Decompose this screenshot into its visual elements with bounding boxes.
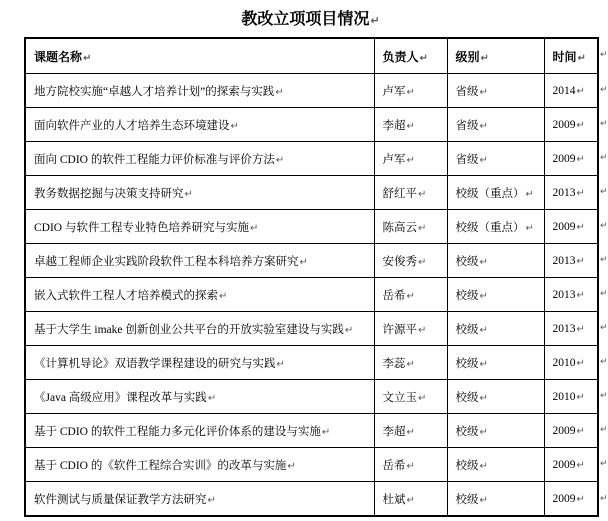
paragraph-mark-icon: ↵ bbox=[406, 120, 415, 132]
table-row bbox=[25, 414, 598, 448]
table-row bbox=[25, 448, 598, 482]
paragraph-mark-icon: ↵ bbox=[406, 460, 415, 472]
year-text: 2009 bbox=[552, 458, 576, 471]
level-text: 校级 bbox=[455, 425, 479, 438]
person-text: 许源平 bbox=[382, 323, 417, 336]
end-of-row-mark-icon: ↵ bbox=[600, 323, 608, 333]
year-text: 2013 bbox=[552, 288, 576, 301]
cell-person[interactable] bbox=[374, 210, 447, 244]
year-text: 2009 bbox=[552, 424, 576, 437]
table-row bbox=[25, 210, 598, 244]
cell-year[interactable] bbox=[544, 482, 598, 517]
paragraph-mark-icon: ↵ bbox=[576, 119, 585, 131]
paragraph-mark-icon: ↵ bbox=[344, 324, 354, 336]
paragraph-mark-icon: ↵ bbox=[418, 256, 427, 268]
cell-year[interactable] bbox=[544, 346, 598, 380]
level-text: 校级（重点） bbox=[455, 187, 525, 200]
table-body bbox=[25, 74, 598, 517]
cell-year[interactable] bbox=[544, 142, 598, 176]
cell-level[interactable] bbox=[447, 142, 544, 176]
paragraph-mark-icon: ↵ bbox=[83, 52, 92, 64]
cell-level[interactable] bbox=[447, 380, 544, 414]
cell-person[interactable] bbox=[374, 380, 447, 414]
person-text: 李超 bbox=[382, 425, 406, 438]
person-text: 安俊秀 bbox=[382, 255, 417, 268]
table-row bbox=[25, 142, 598, 176]
paragraph-mark-icon: ↵ bbox=[406, 494, 415, 506]
project-name-text: 面向 CDIO 的软件工程能力评价标准与评价方法 bbox=[34, 153, 275, 166]
cell-level[interactable] bbox=[447, 210, 544, 244]
year-text: 2010 bbox=[552, 356, 576, 369]
project-name-text: 教务数据挖掘与决策支持研究 bbox=[34, 187, 184, 200]
level-text: 校级 bbox=[455, 493, 479, 506]
paragraph-mark-icon: ↵ bbox=[576, 289, 585, 301]
table-row bbox=[25, 380, 598, 414]
paragraph-mark-icon: ↵ bbox=[576, 391, 585, 403]
person-text: 文立玉 bbox=[382, 391, 417, 404]
paragraph-mark-icon: ↵ bbox=[479, 86, 488, 98]
project-name-text: 卓越工程师企业实践阶段软件工程本科培养方案研究 bbox=[34, 255, 299, 268]
paragraph-mark-icon: ↵ bbox=[576, 459, 585, 471]
project-name-text: 基于大学生 imake 创新创业公共平台的开放实验室建设与实践 bbox=[34, 323, 344, 336]
cell-year[interactable] bbox=[544, 414, 598, 448]
level-text: 校级 bbox=[455, 357, 479, 370]
level-text: 省级 bbox=[455, 153, 479, 166]
end-of-row-mark-icon: ↵ bbox=[600, 50, 608, 60]
year-text: 2014 bbox=[552, 84, 576, 97]
end-of-row-mark-icon: ↵ bbox=[600, 221, 608, 231]
paragraph-mark-icon: ↵ bbox=[576, 85, 585, 97]
person-text: 卢军 bbox=[382, 85, 406, 98]
end-of-row-mark-icon: ↵ bbox=[600, 187, 608, 197]
cell-level[interactable] bbox=[447, 176, 544, 210]
year-text: 2009 bbox=[552, 492, 576, 505]
cell-level[interactable] bbox=[447, 244, 544, 278]
table-row bbox=[25, 312, 598, 346]
column-header-person[interactable] bbox=[374, 38, 447, 74]
paragraph-mark-icon: ↵ bbox=[479, 154, 488, 166]
cell-person[interactable] bbox=[374, 176, 447, 210]
cell-level[interactable] bbox=[447, 108, 544, 142]
cell-project-name[interactable] bbox=[25, 482, 374, 517]
cell-level[interactable] bbox=[447, 482, 544, 517]
paragraph-mark-icon: ↵ bbox=[525, 188, 534, 200]
paragraph-mark-icon: ↵ bbox=[406, 154, 415, 166]
header-label: 课题名称 bbox=[34, 49, 83, 64]
project-name-text: 基于 CDIO 的软件工程能力多元化评价体系的建设与实施 bbox=[34, 425, 321, 438]
paragraph-mark-icon: ↵ bbox=[207, 392, 217, 404]
year-text: 2010 bbox=[552, 390, 576, 403]
person-text: 卢军 bbox=[382, 153, 406, 166]
cell-year[interactable] bbox=[544, 74, 598, 108]
cell-year[interactable] bbox=[544, 210, 598, 244]
cell-year[interactable] bbox=[544, 312, 598, 346]
year-text: 2013 bbox=[552, 186, 576, 199]
cell-person[interactable] bbox=[374, 482, 447, 517]
end-of-row-mark-icon: ↵ bbox=[600, 85, 608, 95]
cell-year[interactable] bbox=[544, 380, 598, 414]
paragraph-mark-icon: ↵ bbox=[184, 188, 193, 200]
paragraph-mark-icon: ↵ bbox=[370, 14, 380, 27]
column-header-project-name[interactable] bbox=[25, 38, 374, 74]
paragraph-mark-icon: ↵ bbox=[576, 357, 585, 369]
cell-project-name[interactable] bbox=[25, 108, 374, 142]
end-of-row-mark-icon: ↵ bbox=[600, 153, 608, 163]
project-name-text: CDIO 与软件工程专业特色培养研究与实施 bbox=[34, 221, 249, 234]
cell-project-name[interactable] bbox=[25, 244, 374, 278]
cell-person[interactable] bbox=[374, 142, 447, 176]
project-name-text: 《计算机导论》双语教学课程建设的研究与实践 bbox=[34, 357, 276, 370]
level-text: 校级（重点） bbox=[455, 221, 525, 234]
end-of-row-mark-icon: ↵ bbox=[600, 289, 608, 299]
project-name-text: 软件测试与质量保证教学方法研究 bbox=[34, 493, 207, 506]
paragraph-mark-icon: ↵ bbox=[321, 426, 331, 438]
paragraph-mark-icon: ↵ bbox=[418, 324, 427, 336]
level-text: 省级 bbox=[455, 85, 479, 98]
paragraph-mark-icon: ↵ bbox=[419, 52, 428, 64]
cell-person[interactable] bbox=[374, 346, 447, 380]
cell-person[interactable] bbox=[374, 74, 447, 108]
table-row bbox=[25, 346, 598, 380]
cell-project-name[interactable] bbox=[25, 278, 374, 312]
cell-person[interactable] bbox=[374, 108, 447, 142]
paragraph-mark-icon: ↵ bbox=[479, 494, 488, 506]
paragraph-mark-icon: ↵ bbox=[249, 222, 259, 234]
paragraph-mark-icon: ↵ bbox=[287, 460, 296, 472]
table-header-row bbox=[25, 38, 598, 74]
cell-year[interactable] bbox=[544, 176, 598, 210]
column-header-time[interactable] bbox=[544, 38, 598, 74]
paragraph-mark-icon: ↵ bbox=[577, 52, 586, 64]
year-text: 2009 bbox=[552, 152, 576, 165]
cell-person[interactable] bbox=[374, 244, 447, 278]
paragraph-mark-icon: ↵ bbox=[479, 358, 488, 370]
paragraph-mark-icon: ↵ bbox=[275, 86, 284, 98]
level-text: 校级 bbox=[455, 289, 479, 302]
level-text: 校级 bbox=[455, 459, 479, 472]
paragraph-mark-icon: ↵ bbox=[406, 426, 415, 438]
project-name-text: 面向软件产业的人才培养生态环境建设 bbox=[34, 119, 230, 132]
paragraph-mark-icon: ↵ bbox=[276, 358, 285, 370]
person-text: 陈高云 bbox=[382, 221, 417, 234]
table-row bbox=[25, 108, 598, 142]
cell-person[interactable] bbox=[374, 448, 447, 482]
paragraph-mark-icon: ↵ bbox=[418, 188, 427, 200]
project-name-text: 地方院校实施“卓越人才培养计划”的探索与实践 bbox=[34, 85, 275, 98]
person-text: 李超 bbox=[382, 119, 406, 132]
end-of-row-mark-icon: ↵ bbox=[600, 357, 608, 367]
column-header-level[interactable] bbox=[447, 38, 544, 74]
cell-project-name[interactable] bbox=[25, 74, 374, 108]
person-text: 岳希 bbox=[382, 289, 406, 302]
paragraph-mark-icon: ↵ bbox=[230, 120, 239, 132]
cell-year[interactable] bbox=[544, 108, 598, 142]
paragraph-mark-icon: ↵ bbox=[299, 256, 308, 268]
paragraph-mark-icon: ↵ bbox=[479, 426, 488, 438]
year-text: 2013 bbox=[552, 322, 576, 335]
cell-project-name[interactable] bbox=[25, 210, 374, 244]
page-title: 教改立项项目情况 bbox=[241, 11, 370, 28]
end-of-row-mark-icon: ↵ bbox=[600, 119, 608, 129]
level-text: 校级 bbox=[455, 323, 479, 336]
paragraph-mark-icon: ↵ bbox=[576, 255, 585, 267]
end-of-row-mark-icon: ↵ bbox=[600, 391, 608, 401]
title-line bbox=[24, 9, 597, 32]
paragraph-mark-icon: ↵ bbox=[576, 187, 585, 199]
paragraph-mark-icon: ↵ bbox=[406, 358, 415, 370]
cell-project-name[interactable] bbox=[25, 312, 374, 346]
end-of-row-mark-icon: ↵ bbox=[600, 459, 608, 469]
cell-person[interactable] bbox=[374, 414, 447, 448]
project-name-text: 嵌入式软件工程人才培养模式的探索 bbox=[34, 289, 218, 302]
person-text: 舒红平 bbox=[382, 187, 417, 200]
paragraph-mark-icon: ↵ bbox=[479, 290, 488, 302]
person-text: 杜斌 bbox=[382, 493, 406, 506]
cell-level[interactable] bbox=[447, 312, 544, 346]
header-label: 级别 bbox=[455, 49, 480, 64]
level-text: 校级 bbox=[455, 391, 479, 404]
paragraph-mark-icon: ↵ bbox=[576, 153, 585, 165]
cell-year[interactable] bbox=[544, 244, 598, 278]
paragraph-mark-icon: ↵ bbox=[479, 120, 488, 132]
end-of-row-mark-icon: ↵ bbox=[600, 425, 608, 435]
paragraph-mark-icon: ↵ bbox=[479, 256, 488, 268]
cell-person[interactable] bbox=[374, 312, 447, 346]
projects-table bbox=[24, 37, 599, 517]
project-name-text: 基于 CDIO 的《软件工程综合实训》的改革与实施 bbox=[34, 459, 287, 472]
year-text: 2013 bbox=[552, 254, 576, 267]
paragraph-mark-icon: ↵ bbox=[418, 222, 427, 234]
person-text: 岳希 bbox=[382, 459, 406, 472]
cell-project-name[interactable] bbox=[25, 380, 374, 414]
level-text: 校级 bbox=[455, 255, 479, 268]
paragraph-mark-icon: ↵ bbox=[219, 290, 228, 302]
cell-person[interactable] bbox=[374, 278, 447, 312]
cell-project-name[interactable] bbox=[25, 346, 374, 380]
paragraph-mark-icon: ↵ bbox=[576, 221, 585, 233]
paragraph-mark-icon: ↵ bbox=[207, 494, 216, 506]
level-text: 省级 bbox=[455, 119, 479, 132]
paragraph-mark-icon: ↵ bbox=[479, 392, 488, 404]
cell-project-name[interactable] bbox=[25, 176, 374, 210]
cell-year[interactable] bbox=[544, 448, 598, 482]
cell-level[interactable] bbox=[447, 346, 544, 380]
end-of-row-mark-icon: ↵ bbox=[600, 255, 608, 265]
table-row bbox=[25, 74, 598, 108]
cell-level[interactable] bbox=[447, 414, 544, 448]
paragraph-mark-icon: ↵ bbox=[576, 425, 585, 437]
paragraph-mark-icon: ↵ bbox=[576, 493, 585, 505]
year-text: 2009 bbox=[552, 118, 576, 131]
paragraph-mark-icon: ↵ bbox=[576, 323, 585, 335]
header-label: 时间 bbox=[552, 49, 577, 64]
year-text: 2009 bbox=[552, 220, 576, 233]
cell-level[interactable] bbox=[447, 278, 544, 312]
table-row bbox=[25, 278, 598, 312]
cell-level[interactable] bbox=[447, 448, 544, 482]
cell-project-name[interactable] bbox=[25, 414, 374, 448]
header-label: 负责人 bbox=[382, 49, 419, 64]
table-row bbox=[25, 482, 598, 517]
person-text: 李蕊 bbox=[382, 357, 406, 370]
table-row bbox=[25, 244, 598, 278]
paragraph-mark-icon: ↵ bbox=[480, 52, 489, 64]
cell-project-name[interactable] bbox=[25, 142, 374, 176]
paragraph-mark-icon: ↵ bbox=[406, 290, 415, 302]
paragraph-mark-icon: ↵ bbox=[418, 392, 427, 404]
cell-level[interactable] bbox=[447, 74, 544, 108]
paragraph-mark-icon: ↵ bbox=[275, 154, 285, 166]
paragraph-mark-icon: ↵ bbox=[479, 460, 488, 472]
table-row bbox=[25, 176, 598, 210]
paragraph-mark-icon: ↵ bbox=[525, 222, 534, 234]
paragraph-mark-icon: ↵ bbox=[479, 324, 488, 336]
end-of-row-mark-icon: ↵ bbox=[600, 493, 608, 504]
project-name-text: 《Java 高级应用》课程改革与实践 bbox=[34, 391, 207, 404]
cell-year[interactable] bbox=[544, 278, 598, 312]
paragraph-mark-icon: ↵ bbox=[406, 86, 415, 98]
cell-project-name[interactable] bbox=[25, 448, 374, 482]
